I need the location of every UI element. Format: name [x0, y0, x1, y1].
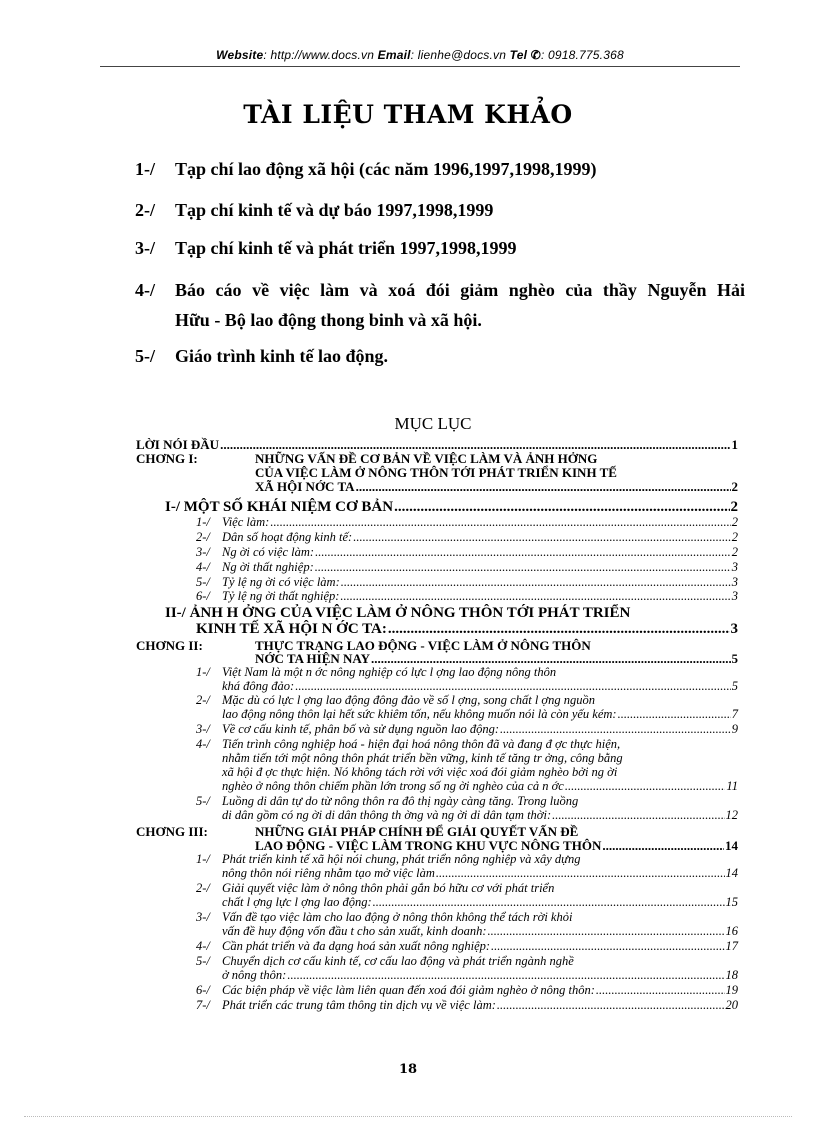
toc-subitem: 4-/ Ng ời thất nghiệp: ..... 3	[196, 560, 738, 575]
leader-dots	[373, 895, 725, 910]
toc-subitem: 7-/ Phát triển các trung tâm thông tin dịch vụ về việc làm: ..... 20	[196, 998, 738, 1013]
toc-subitem-text: xã hội đ ợc thực hiện. Nó không tách rời với việc xoá đói giảm nghèo bởi ng ời	[222, 765, 618, 779]
leader-dots	[341, 575, 731, 590]
toc-subitem: 3-/ Về cơ cấu kinh tế, phân bố và sử dụng nguồn lao động: ..... 9	[196, 722, 738, 737]
leader-dots	[295, 679, 731, 694]
toc-subitem: 6-/ Các biện pháp về việc làm liên quan đến xoá đói giảm nghèo ở nông thôn: ..... 19	[196, 983, 738, 998]
toc-entry-chapter-1: XÃ HỘI NỚC TA ..... 2	[255, 479, 738, 495]
toc-subitem-text: Tiến trình công nghiệp hoá - hiện đại hoá nông thôn đã và đang đ ợc thực hiện,	[222, 737, 621, 751]
toc-subitem: 3-/ Ng ời có việc làm: ..... 2	[196, 545, 738, 560]
page-header	[100, 48, 740, 62]
page-number: 18	[398, 1062, 418, 1077]
leader-dots	[488, 924, 725, 939]
leader-dots	[353, 530, 731, 545]
toc-subitem: 1-/ Việc làm: ..... 2	[196, 515, 738, 530]
leader-dots	[596, 983, 725, 998]
footer-divider	[24, 1116, 792, 1117]
toc-subitem: 4-/ Cần phát triển và đa dạng hoá sản xuất nông nghiệp: ..... 17	[196, 939, 738, 954]
chapter-title: THỰC TRẠNG LAO ĐỘNG - VIỆC LÀM Ở NÔNG THÔN	[255, 638, 591, 653]
toc-page-number: 3	[730, 621, 738, 637]
toc-subitem: 2-/ Dân số hoạt động kinh tế: ..... 2	[196, 530, 738, 545]
chapter-title: NHỮNG VẤN ĐỀ CƠ BẢN VỀ VIỆC LÀM VÀ ẢNH HỞNG	[255, 451, 598, 466]
email-value: : lienhe@docs.vn	[410, 48, 507, 62]
toc-subitem-number: 1-/	[196, 852, 210, 866]
header-divider	[100, 66, 740, 67]
toc-subitem-text: Phát triển kinh tế xã hội nói chung, phát triển nông nghiệp và xây dựng	[222, 852, 581, 866]
section-title: II-/ ẢNH H ỞNG CỦA VIỆC LÀM Ở NÔNG THÔN TỚI PHÁT TRIỂN	[165, 605, 631, 621]
toc-subitem: nông thôn nói riêng nhằm tạo mở việc làm ..... 14	[222, 866, 738, 881]
reference-text: Giáo trình kinh tế lao động.	[175, 346, 389, 366]
leader-dots	[315, 545, 731, 560]
leader-dots	[270, 515, 730, 530]
leader-dots	[388, 621, 730, 638]
toc-subitem: chất l ợng lực l ợng lao động: ..... 15	[222, 895, 738, 910]
toc-entry-section-2: KINH TẾ XÃ HỘI N ỚC TA: ..... 3	[196, 621, 738, 638]
leader-dots	[618, 707, 731, 722]
website-value: : http://www.docs.vn	[263, 48, 375, 62]
leader-dots	[287, 968, 724, 983]
reference-text: Tạp chí kinh tế và phát triển 1997,1998,1999	[175, 238, 517, 258]
toc-subitem-number: 2-/	[196, 693, 210, 707]
reference-number: 5-/	[135, 346, 155, 366]
reference-item	[135, 235, 745, 261]
toc-subitem: vấn đề huy động vốn đầu t cho sản xuất, kinh doanh: ..... 16	[222, 924, 738, 939]
toc-subitem: 5-/ Tỷ lệ ng ời có việc làm: ..... 3	[196, 575, 738, 590]
toc-entry-chapter-2: NỚC TA HIỆN NAY ..... 5	[255, 651, 738, 667]
toc-page-number: 2	[731, 479, 738, 494]
toc-subitem-text: Luồng di dân tự do từ nông thôn ra đô thị ngày càng tăng. Trong luồng	[222, 794, 579, 808]
website-label: Website	[216, 48, 264, 62]
toc-subitem: lao động nông thôn lại hết sức khiêm tốn, nếu không muốn nói là còn yếu kém: ..... 7	[222, 707, 738, 722]
reference-item	[135, 343, 745, 369]
leader-dots	[491, 939, 724, 954]
toc-subitem: di dân gồm có ng ời di dân thông th ờng và ng ời di dân tạm thời: ..... 12	[222, 808, 738, 823]
reference-item	[135, 156, 745, 182]
leader-dots	[602, 838, 724, 854]
toc-subitem-number: 5-/	[196, 954, 210, 968]
toc-page-number: 5	[731, 651, 738, 666]
reference-number: 1-/	[135, 159, 155, 179]
toc-subitem-number: 5-/	[196, 794, 210, 808]
reference-number: 2-/	[135, 200, 155, 220]
toc-page-number: 14	[725, 838, 738, 853]
toc-subitem-text: nhằm tiến tới một nông thôn phát triển bền vững, kinh tế tăng tr ởng, công bằng	[222, 751, 623, 765]
toc-entry-intro: LỜI NÓI ĐẦU ..... 1	[136, 437, 738, 453]
toc-subitem: 6-/ Tỷ lệ ng ời thất nghiệp: ..... 3	[196, 589, 738, 604]
toc-entry-chapter-3: LAO ĐỘNG - VIỆC LÀM TRONG KHU VỰC NÔNG THÔN ..... 14	[255, 838, 738, 854]
tel-label: Tel	[509, 48, 528, 62]
toc-page-number: 2	[730, 499, 738, 515]
page-title: TÀI LIỆU THAM KHẢO	[243, 100, 573, 129]
phone-icon: ✆	[530, 48, 541, 62]
toc-subitem-text: Giải quyết việc làm ở nông thôn phải gắn bó hữu cơ với phát triển	[222, 881, 555, 895]
leader-dots	[500, 722, 731, 737]
reference-text: Báo cáo về việc làm và xoá đói giảm nghèo của thầy Nguyễn Hải	[175, 280, 745, 300]
leader-dots	[497, 998, 725, 1013]
leader-dots	[552, 808, 724, 823]
leader-dots	[394, 499, 729, 516]
reference-item	[135, 277, 745, 333]
chapter-label: CHƠNG II:	[136, 638, 203, 653]
leader-dots	[340, 589, 730, 604]
reference-number: 4-/	[135, 280, 155, 300]
toc-subitem-text: Vấn đề tạo việc làm cho lao động ở nông thôn không thể tách rời khỏi	[222, 910, 573, 924]
email-label: Email	[377, 48, 411, 62]
leader-dots	[565, 779, 726, 794]
reference-item	[135, 197, 745, 223]
toc-subitem-number: 1-/	[196, 665, 210, 679]
toc-page-number: 1	[731, 437, 738, 452]
toc-subitem-text: Việt Nam là một n ớc nông nghiệp có lực l ợng lao động nông thôn	[222, 665, 557, 679]
reference-text: Tạp chí lao động xã hội (các năm 1996,1997,1998,1999)	[175, 159, 597, 179]
toc-subitem-text: Mặc dù có lực l ợng lao động đông đảo về số l ợng, song chất l ợng nguồn	[222, 693, 595, 707]
toc-title: MỤC LỤC	[394, 414, 472, 433]
toc-subitem-text: Chuyển dịch cơ cấu kinh tế, cơ cấu lao động và phát triển ngành nghề	[222, 954, 574, 968]
tel-value: : 0918.775.368	[540, 48, 624, 62]
toc-subitem: ở nông thôn: ..... 18	[222, 968, 738, 983]
toc-subitem-number: 4-/	[196, 737, 210, 751]
toc-entry-section-1: I-/ MỘT SỐ KHÁI NIỆM CƠ BẢN ..... 2	[165, 499, 738, 516]
toc-subitem: nghèo ở nông thôn chiếm phần lớn trong số ng ời nghèo của cả n ớc ..... 11	[222, 779, 738, 794]
leader-dots	[315, 560, 731, 575]
reference-number: 3-/	[135, 238, 155, 258]
reference-text: Tạp chí kinh tế và dự báo 1997,1998,1999	[175, 200, 494, 220]
chapter-title: NHỮNG GIẢI PHÁP CHÍNH ĐỂ GIẢI QUYẾT VẤN ĐỀ	[255, 824, 579, 839]
toc-subitem-number: 2-/	[196, 881, 210, 895]
leader-dots	[436, 866, 725, 881]
reference-text-continued: Hữu - Bộ lao động thong binh và xã hội.	[175, 310, 482, 330]
toc-subitem-number: 3-/	[196, 910, 210, 924]
chapter-label: CHƠNG I:	[136, 451, 198, 466]
leader-dots	[356, 479, 731, 495]
chapter-label: CHƠNG III:	[136, 824, 208, 839]
toc-subitem: khá đông đảo: ..... 5	[222, 679, 738, 694]
chapter-title: CỦA VIỆC LÀM Ở NÔNG THÔN TỚI PHÁT TRIỂN KINH TẾ	[255, 465, 617, 480]
